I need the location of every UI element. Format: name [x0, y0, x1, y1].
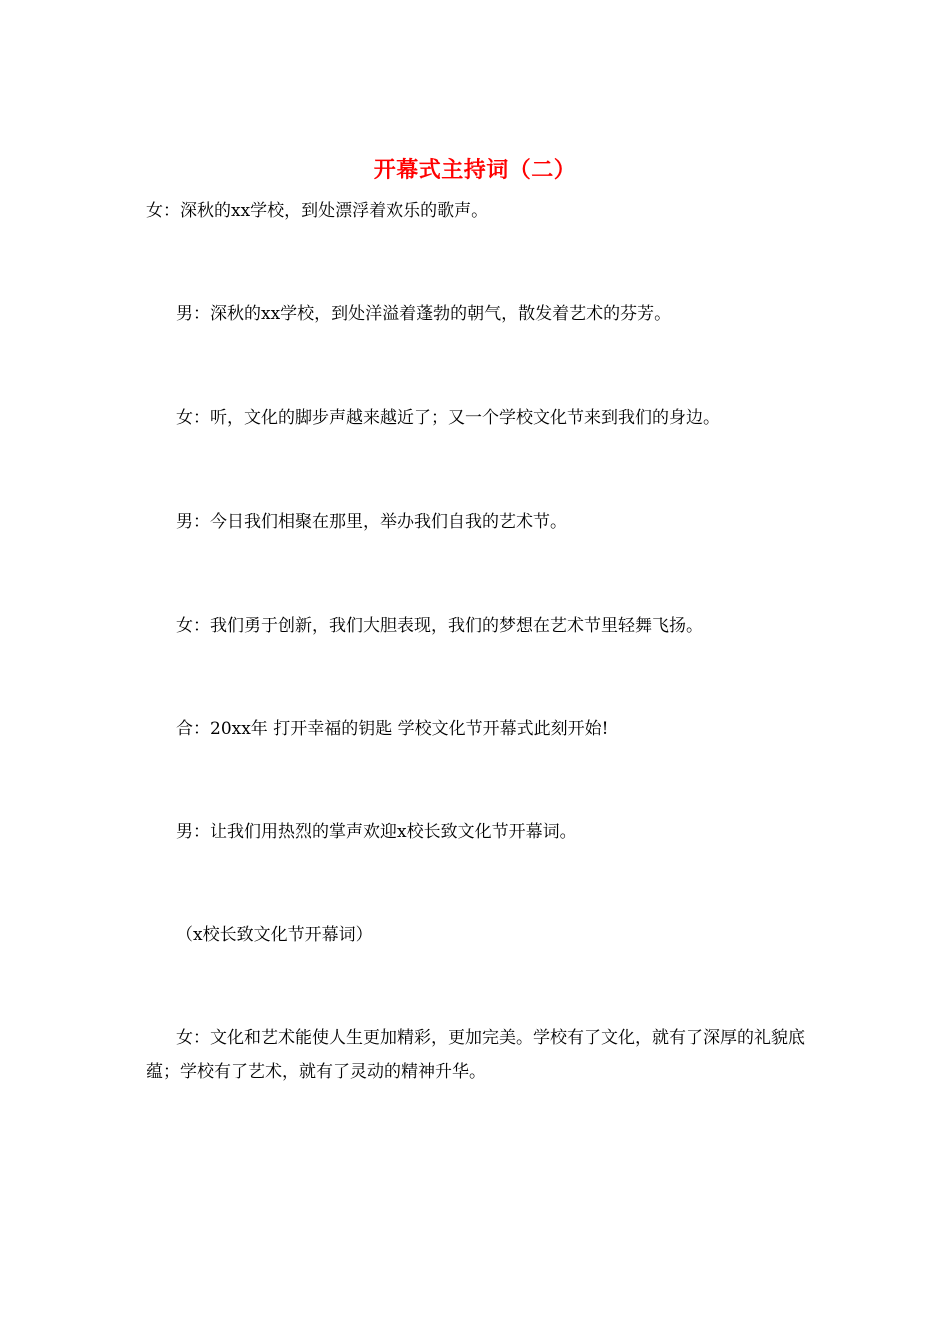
paragraph-7: 男：让我们用热烈的掌声欢迎x校长致文化节开幕词。 [176, 822, 577, 842]
paragraph-6: 合：20xx年 打开幸福的钥匙 学校文化节开幕式此刻开始! [176, 719, 609, 739]
paragraph-1: 女：深秋的xx学校，到处漂浮着欢乐的歌声。 [146, 201, 489, 221]
paragraph-9: 女：文化和艺术能使人生更加精彩，更加完美。学校有了文化，就有了深厚的礼貌底蕴；学校有了艺术，就有了灵动的精神升华。 [146, 1028, 805, 1082]
paragraph-4: 男：今日我们相聚在那里，举办我们自我的艺术节。 [176, 512, 567, 532]
paragraph-5: 女：我们勇于创新，我们大胆表现，我们的梦想在艺术节里轻舞飞扬。 [176, 616, 703, 636]
paragraph-3: 女：听，文化的脚步声越来越近了；又一个学校文化节来到我们的身边。 [176, 408, 720, 428]
paragraph-8: （x校长致文化节开幕词） [176, 925, 373, 945]
paragraph-2: 男：深秋的xx学校，到处洋溢着蓬勃的朝气，散发着艺术的芬芳。 [176, 304, 672, 324]
document-title: 开幕式主持词（二） [373, 157, 577, 183]
